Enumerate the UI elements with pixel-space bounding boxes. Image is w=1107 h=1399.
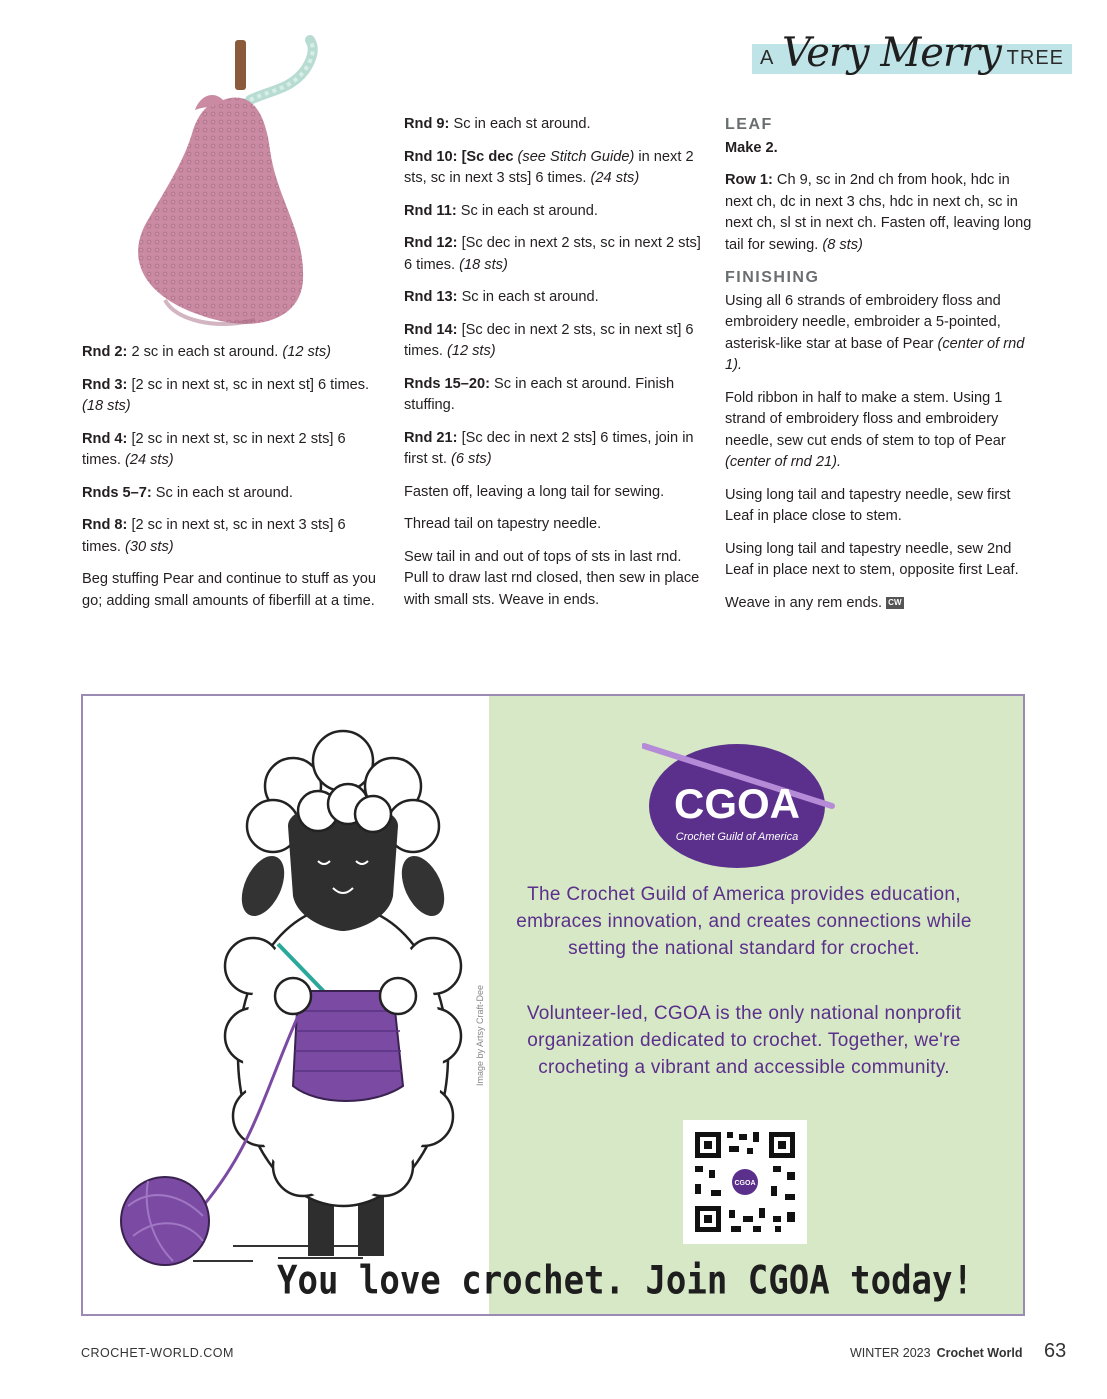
rnd-13: Rnd 13: Sc in each st around.	[404, 289, 599, 305]
leaf-heading: LEAF	[725, 116, 773, 133]
cgoa-logo	[642, 736, 842, 871]
logo-text: CGOA	[674, 780, 800, 827]
rnd-10: Rnd 10: [Sc dec (see Stitch Guide) in next 2 sts, sc in next 3 sts] 6 times. (24 sts)	[404, 148, 694, 186]
rnd-9: Rnd 9: Sc in each st around.	[404, 116, 591, 132]
leaf-braid	[250, 40, 313, 100]
logo-subtext: Crochet Guild of America	[675, 831, 799, 843]
finishing-heading: FINISHING	[725, 269, 820, 286]
rnd-3: Rnd 3: [2 sc in next st, sc in next st] 6 times. (18 sts)	[82, 376, 370, 414]
finishing-3: Using long tail and tapestry needle, sew first Leaf in place close to stem.	[725, 486, 1011, 524]
rnd-8: Rnd 8: [2 sc in next st, sc in next 3 sts] 6 times. (30 sts)	[82, 517, 346, 555]
thread-tail: Thread tail on tapestry needle.	[404, 516, 602, 532]
finishing-5: Weave in any rem ends. CW	[725, 594, 902, 611]
header-banner	[752, 30, 1072, 76]
qr-center-label: CGOA	[734, 1180, 756, 1187]
cw-end-badge: CW	[888, 597, 902, 607]
crochet-pear-photo	[105, 30, 355, 340]
rnd-21: Rnd 21: [Sc dec in next 2 sts] 6 times, join in first st. (6 sts)	[404, 429, 694, 467]
rnd-12: Rnd 12: [Sc dec in next 2 sts, sc in next 2 sts] 6 times. (18 sts)	[404, 235, 701, 273]
header-tree: TREE	[1006, 47, 1064, 69]
cgoa-qr-code[interactable]	[683, 1120, 807, 1244]
stem-ribbon	[235, 40, 246, 90]
sew-tail: Sew tail in and out of tops of sts in last rnd. Pull to draw last rnd closed, then sew in place with small sts. Weave in ends.	[404, 548, 700, 608]
header-a: A	[760, 47, 775, 69]
finishing-2: Fold ribbon in half to make a stem. Using 1 strand of embroidery floss and embroidery needle, sew cut ends of stem to top of Pear (center of rnd 21).	[725, 389, 1006, 470]
footer-site[interactable]: CROCHET-WORLD.COM	[81, 1346, 234, 1360]
fasten-off: Fasten off, leaving a long tail for sewing.	[404, 483, 665, 500]
finishing-4: Using long tail and tapestry needle, sew 2nd Leaf in place next to stem, opposite first Leaf.	[725, 540, 1019, 578]
image-credit: Image by Artsy Craft-Dee	[475, 984, 485, 1086]
instructions-column-1	[82, 342, 387, 623]
pear-body	[138, 97, 303, 323]
rnds-5-7: Rnds 5–7: Sc in each st around.	[82, 484, 293, 501]
make-2: Make 2.	[725, 139, 778, 156]
footer-issue: WINTER 2023 Crochet World	[850, 1346, 1023, 1360]
cgoa-advertisement	[81, 694, 1025, 1316]
ad-paragraph-1: The Crochet Guild of America provides education, embraces innovation, and creates connections while setting the national standard for crochet.	[516, 884, 972, 959]
stuffing-note: Beg stuffing Pear and continue to stuff as you go; adding small amounts of fiberfill at a time.	[82, 571, 376, 609]
rnd-2: Rnd 2: 2 sc in each st around. (12 sts)	[82, 344, 332, 360]
ad-tagline: You love crochet. Join CGOA today!	[277, 1258, 973, 1304]
ad-paragraph-2: Volunteer-led, CGOA is the only national nonprofit organization dedicated to crochet. Together, we're crocheting a vibrant and accessible community.	[526, 1003, 962, 1078]
rnd-11: Rnd 11: Sc in each st around.	[404, 202, 598, 219]
sheep-ear-left	[233, 849, 293, 922]
rnd-14: Rnd 14: [Sc dec in next 2 sts, sc in next st] 6 times. (12 sts)	[404, 321, 694, 359]
page-number: 63	[1044, 1340, 1067, 1362]
instructions-column-3	[725, 114, 1035, 625]
sheep-crocheting-illustration	[103, 716, 503, 1276]
instructions-column-2	[404, 114, 709, 622]
leaf-row-1: Row 1: Ch 9, sc in 2nd ch from hook, hdc in next ch, dc in next 3 chs, hdc in next ch, sc in next ch, sl st in next ch. Fasten off, leaving long tail for sewing. (8 sts)	[725, 172, 1032, 253]
header-script-title: Very Merry	[782, 30, 1001, 76]
sheep-ear-right	[393, 849, 453, 922]
finishing-1: Using all 6 strands of embroidery floss and embroidery needle, embroider a 5-pointed, asterisk-like star at base of Pear (center of rnd 1).	[725, 292, 1025, 373]
rnd-4: Rnd 4: [2 sc in next st, sc in next 2 sts] 6 times. (24 sts)	[82, 430, 346, 468]
rnds-15-20: Rnds 15–20: Sc in each st around. Finish stuffing.	[404, 375, 675, 413]
